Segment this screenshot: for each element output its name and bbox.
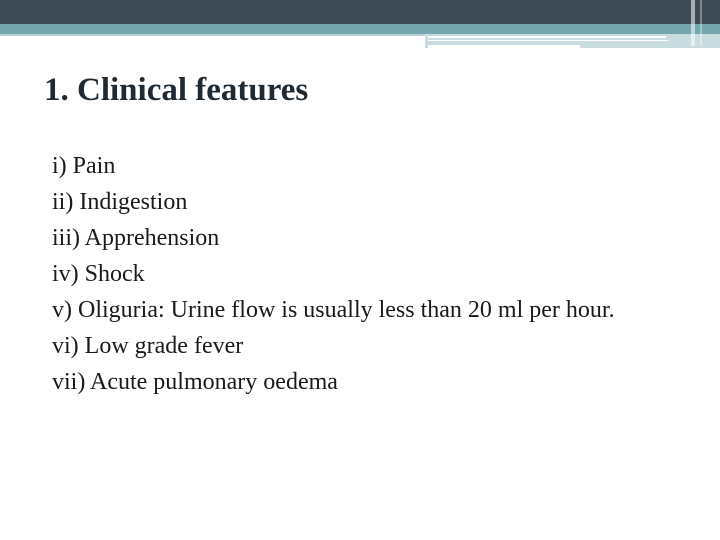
slide-title: 1. Clinical features [44, 72, 309, 108]
list-item: vi) Low grade fever [52, 333, 244, 359]
feature-list [52, 148, 692, 400]
header-accent-line [428, 40, 668, 41]
header-decor-bar [691, 0, 695, 46]
list-item: ii) Indigestion [52, 189, 188, 215]
list-item: v) Oliguria: Urine flow is usually less than 20 ml per hour. [52, 297, 615, 323]
list-item: i) Pain [52, 153, 116, 179]
header-band-dark [0, 0, 720, 24]
header-band-teal [0, 24, 720, 34]
header-accent-line [428, 36, 666, 38]
header-rule [0, 34, 425, 36]
list-item: iv) Shock [52, 261, 145, 287]
list-item: iii) Apprehension [52, 225, 220, 251]
list-item: vii) Acute pulmonary oedema [52, 369, 338, 395]
header-decor-bar [700, 0, 702, 46]
header-accent-line [428, 45, 580, 48]
